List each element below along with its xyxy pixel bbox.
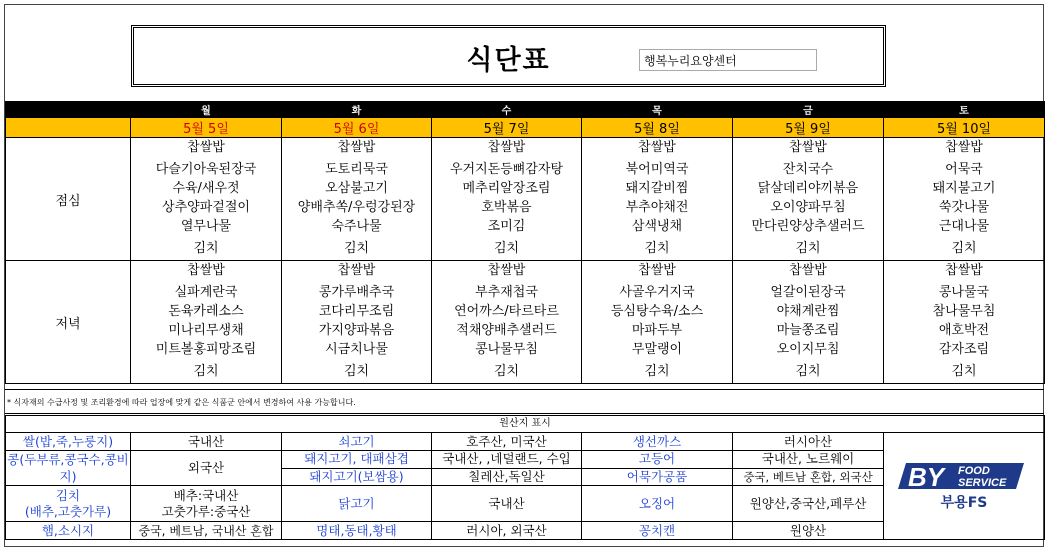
menu-item: 콩나물국 xyxy=(938,285,990,300)
page-title: 식단표 xyxy=(466,45,551,76)
menu-item: 우거지돈등뼈감자탕 xyxy=(449,162,564,177)
origin-value: 원양산 xyxy=(733,522,884,540)
menu-item: 찹쌀밥 xyxy=(638,140,676,155)
menu-item: 돼지갈비찜 xyxy=(625,181,689,196)
menu-item: 김치 xyxy=(493,241,520,256)
substitution-note: * 식자재의 수급사정 및 조리환경에 따라 업장에 맞게 같은 식품군 안에서 변경하여 사용 가능합니다. xyxy=(5,389,1044,414)
menu-item: 코다리무조림 xyxy=(318,304,395,319)
origin-value: 국내산 xyxy=(131,433,282,451)
menu-item: 메추리알장조림 xyxy=(462,181,551,196)
menu-item: 잔치국수 xyxy=(782,162,834,177)
menu-item: 얼갈이된장국 xyxy=(770,285,846,300)
origin-item xyxy=(6,486,131,522)
lunch-menu-cell xyxy=(884,138,1045,261)
menu-item: 김치 xyxy=(193,364,219,379)
menu-item: 상추양파겉절이 xyxy=(162,200,250,215)
origin-item: 명태,동태,황태 xyxy=(282,522,432,540)
dinner-menu-cell xyxy=(884,261,1045,384)
origin-item: 쌀(밥,죽,누룽지) xyxy=(6,433,131,451)
day-header: 토 xyxy=(884,102,1045,118)
origin-value xyxy=(131,486,282,522)
day-header: 수 xyxy=(432,102,582,118)
origin-item: 햄,소시지 xyxy=(6,522,131,540)
logo-sub: 부용FS xyxy=(940,495,988,511)
menu-item: 마늘쫑조림 xyxy=(776,323,840,338)
meal-label-dinner: 저녁 xyxy=(6,261,131,384)
origin-item: 꽁치캔 xyxy=(582,522,733,540)
origin-value-line: 배추:국내산 xyxy=(173,487,239,503)
lunch-menu-cell xyxy=(432,138,582,261)
menu-item: 북어미역국 xyxy=(625,162,689,177)
dinner-menu-cell xyxy=(733,261,884,384)
menu-item: 오이지무침 xyxy=(776,342,840,357)
menu-item: 찹쌀밥 xyxy=(487,140,526,155)
origin-value: 외국산 xyxy=(131,451,282,486)
menu-sheet xyxy=(4,4,1044,547)
origin-item: 어묵가공품 xyxy=(582,468,733,486)
origin-item: 생선까스 xyxy=(582,433,733,451)
menu-item: 찹쌀밥 xyxy=(337,140,376,155)
menu-item: 김치 xyxy=(193,241,219,256)
title-box xyxy=(131,25,886,87)
origin-value: 칠레산,독일산 xyxy=(432,468,582,486)
logo-mark xyxy=(896,459,1032,513)
menu-item: 쑥갓나물 xyxy=(938,200,990,215)
menu-item: 김치 xyxy=(795,364,821,379)
menu-item: 실파계란국 xyxy=(174,285,238,300)
date-cell: 5월 8일 xyxy=(582,118,733,138)
menu-item: 양배추쏙/우렁강된장 xyxy=(297,200,416,215)
meal-label-lunch: 점심 xyxy=(6,138,131,261)
menu-item: 어묵국 xyxy=(945,162,983,177)
menu-item: 김치 xyxy=(644,241,670,256)
menu-item: 호박볶음 xyxy=(481,200,532,215)
day-header-row xyxy=(6,102,1045,118)
origin-value: 국내산, 노르웨이 xyxy=(733,451,884,469)
date-cell: 5월 7일 xyxy=(432,118,582,138)
logo-tag-food: FOOD xyxy=(958,465,990,477)
menu-item: 부추야채전 xyxy=(625,200,689,215)
date-cell: 5월 6일 xyxy=(282,118,432,138)
menu-item: 도토리묵국 xyxy=(325,162,388,177)
menu-item: 다슬기아욱된장국 xyxy=(155,162,257,177)
logo-tag-service: SERVICE xyxy=(958,477,1007,489)
menu-item: 찹쌀밥 xyxy=(487,263,526,278)
weekly-menu-table xyxy=(5,101,1045,384)
menu-item: 찹쌀밥 xyxy=(187,140,225,155)
menu-item: 찹쌀밥 xyxy=(187,263,225,278)
origin-item-line: 김치 xyxy=(55,487,81,503)
corner-cell xyxy=(6,118,131,138)
origin-value: 중국, 베트남, 국내산 혼합 xyxy=(131,522,282,540)
menu-item: 김치 xyxy=(951,241,977,256)
menu-item: 가지양파볶음 xyxy=(318,323,395,338)
day-header: 화 xyxy=(282,102,432,118)
day-header: 월 xyxy=(131,102,282,118)
dinner-menu-cell xyxy=(282,261,432,384)
menu-item: 수육/새우젓 xyxy=(172,181,240,196)
logo-cell xyxy=(884,433,1045,540)
dinner-menu-cell xyxy=(131,261,282,384)
menu-item: 무말랭이 xyxy=(631,342,683,357)
origin-table xyxy=(5,415,1045,540)
menu-item: 김치 xyxy=(343,364,370,379)
origin-item: 고등어 xyxy=(582,451,733,469)
dinner-menu-cell xyxy=(432,261,582,384)
origin-item: 돼지고기(보쌈용) xyxy=(282,468,432,486)
date-row xyxy=(6,118,1045,138)
origin-value: 국내산 xyxy=(432,486,582,522)
menu-item: 김치 xyxy=(493,364,520,379)
origin-item: 돼지고기, 대패삼겹 xyxy=(282,451,432,469)
company-logo xyxy=(896,459,1032,513)
menu-item: 돈육카레소스 xyxy=(168,304,244,319)
origin-value: 국내산, ,네덜랜드, 수입 xyxy=(432,451,582,469)
menu-item: 오이양파무침 xyxy=(770,200,846,215)
day-header: 금 xyxy=(733,102,884,118)
menu-item: 애호박전 xyxy=(938,323,990,338)
menu-item: 닭살데리야끼볶음 xyxy=(757,181,859,196)
menu-item: 콩나물무침 xyxy=(475,342,538,357)
menu-item: 미나리무생채 xyxy=(168,323,244,338)
menu-item: 연어까스/타르타르 xyxy=(454,304,559,319)
menu-item: 김치 xyxy=(343,241,370,256)
origin-value: 호주산, 미국산 xyxy=(432,433,582,451)
dinner-menu-cell xyxy=(582,261,733,384)
origin-item: 콩(두부류,콩국수,콩비지) xyxy=(7,452,129,484)
menu-item: 찹쌀밥 xyxy=(789,140,827,155)
menu-item: 숙주나물 xyxy=(331,219,382,234)
origin-item: 닭고기 xyxy=(282,486,432,522)
menu-item: 찹쌀밥 xyxy=(337,263,376,278)
origin-value: 원양산,중국산,페루산 xyxy=(733,486,884,522)
menu-item: 김치 xyxy=(795,241,821,256)
menu-item: 적채양배추샐러드 xyxy=(456,323,557,338)
lunch-menu-cell xyxy=(282,138,432,261)
origin-item: 오징어 xyxy=(582,486,733,522)
menu-item: 김치 xyxy=(644,364,670,379)
menu-item: 콩가루배추국 xyxy=(318,285,395,300)
day-header: 목 xyxy=(582,102,733,118)
menu-item: 마파두부 xyxy=(631,323,683,338)
menu-item: 부추재첩국 xyxy=(475,285,538,300)
lunch-menu-cell xyxy=(582,138,733,261)
lunch-row xyxy=(6,138,1045,261)
menu-item: 열무나물 xyxy=(180,219,232,234)
date-cell: 5월 10일 xyxy=(884,118,1045,138)
dinner-row xyxy=(6,261,1045,384)
lunch-menu-cell xyxy=(733,138,884,261)
origin-value: 러시아, 외국산 xyxy=(432,522,582,540)
menu-item: 조미김 xyxy=(487,219,526,234)
menu-item: 등심탕수육/소스 xyxy=(610,304,704,319)
menu-item: 사골우거지국 xyxy=(619,285,695,300)
menu-item: 오삼불고기 xyxy=(325,181,388,196)
origin-value: 중국, 베트남 혼합, 외국산 xyxy=(733,468,884,486)
origin-item-line: (배추,고춧가루) xyxy=(24,503,112,519)
menu-item: 찹쌀밥 xyxy=(945,263,983,278)
origin-header: 원산지 표시 xyxy=(6,416,1045,433)
menu-item: 시금치나물 xyxy=(325,342,388,357)
menu-item: 찹쌀밥 xyxy=(789,263,827,278)
menu-item: 참나물무침 xyxy=(932,304,996,319)
menu-item: 감자조림 xyxy=(938,342,990,357)
menu-item: 찹쌀밥 xyxy=(638,263,676,278)
menu-item: 돼지불고기 xyxy=(932,181,996,196)
menu-item: 찹쌀밥 xyxy=(945,140,983,155)
origin-value-line: 고춧가루:중국산 xyxy=(161,503,251,519)
menu-item: 삼색냉채 xyxy=(631,219,683,234)
menu-item: 야채계란찜 xyxy=(776,304,840,319)
lunch-menu-cell xyxy=(131,138,282,261)
menu-item: 근대나물 xyxy=(938,219,990,234)
logo-main: BY xyxy=(908,462,945,492)
menu-item: 만다린양상추샐러드 xyxy=(751,219,865,234)
origin-item: 쇠고기 xyxy=(282,433,432,451)
date-cell: 5월 9일 xyxy=(733,118,884,138)
date-cell: 5월 5일 xyxy=(131,118,282,138)
menu-item: 미트볼홍피망조림 xyxy=(155,342,257,357)
corner-cell xyxy=(6,102,131,118)
menu-item: 김치 xyxy=(951,364,977,379)
origin-value: 러시아산 xyxy=(733,433,884,451)
facility-name-field[interactable]: 행복누리요양센터 xyxy=(639,49,817,71)
